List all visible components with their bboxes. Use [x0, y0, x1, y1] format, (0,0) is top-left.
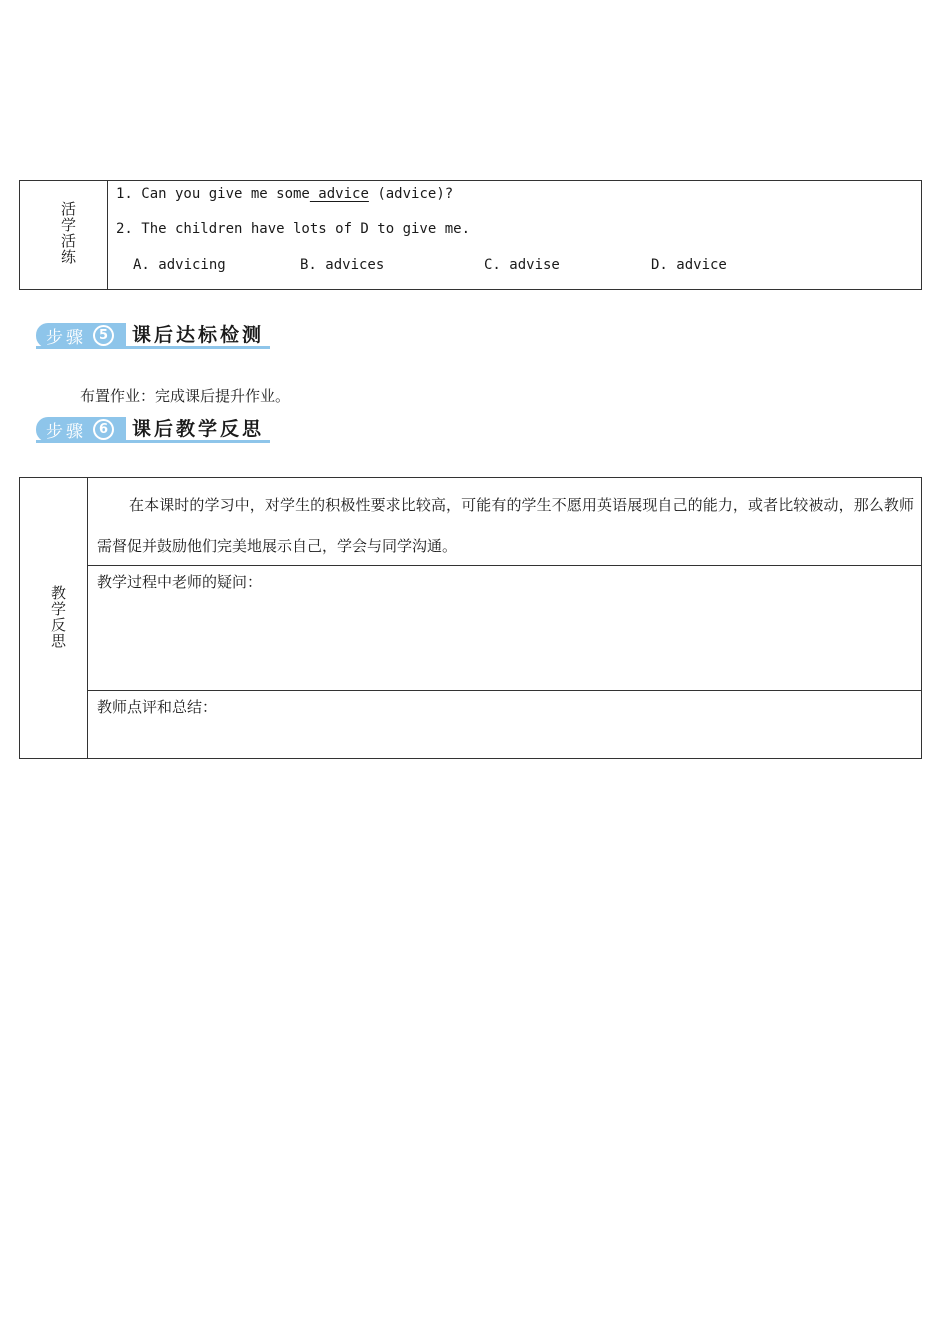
practice-label: 活 学 活 练	[61, 200, 77, 266]
reflection-paragraph-cell	[88, 478, 921, 566]
step-5-title: 课后达标检测	[132, 324, 265, 346]
question-2: 2. The children have lots of D to give me.	[116, 221, 471, 237]
step-5-number-badge: 5	[93, 325, 114, 346]
teacher-questions-label: 教学过程中老师的疑问：	[97, 573, 263, 591]
homework-text: 布置作业：完成课后提升作业。	[80, 387, 291, 405]
practice-side-cell	[20, 181, 108, 289]
practice-table	[19, 180, 922, 290]
reflection-paragraph: 在本课时的学习中，对学生的积极性要求比较高，可能有的学生不愿用英语展现自己的能力，或者比较被动，那么教师需督促并鼓励他们完美地展示自己，学会与同学沟通。	[97, 496, 914, 555]
option-a: A. advicing	[133, 257, 226, 273]
step-5-banner	[36, 323, 270, 349]
question-1-answer: advice	[309, 186, 369, 202]
step-5-pill: 步骤	[36, 323, 126, 348]
option-d: D. advice	[651, 257, 727, 273]
practice-content	[108, 181, 921, 289]
reflection-label: 教 学 反 思	[51, 584, 67, 650]
option-c: C. advise	[484, 257, 560, 273]
step-6-banner	[36, 417, 270, 443]
reflection-side-cell	[20, 478, 88, 758]
step-6-title: 课后教学反思	[132, 418, 265, 440]
teacher-summary-cell	[88, 691, 921, 758]
step-6-pill: 步骤	[36, 417, 126, 442]
teacher-questions-cell	[88, 566, 921, 691]
reflection-table	[19, 477, 922, 759]
step-6-number-badge: 6	[93, 419, 114, 440]
teacher-summary-label: 教师点评和总结：	[97, 698, 218, 716]
question-1: 1. Can you give me some advice (advice)?	[116, 186, 454, 202]
option-b: B. advices	[300, 257, 385, 273]
